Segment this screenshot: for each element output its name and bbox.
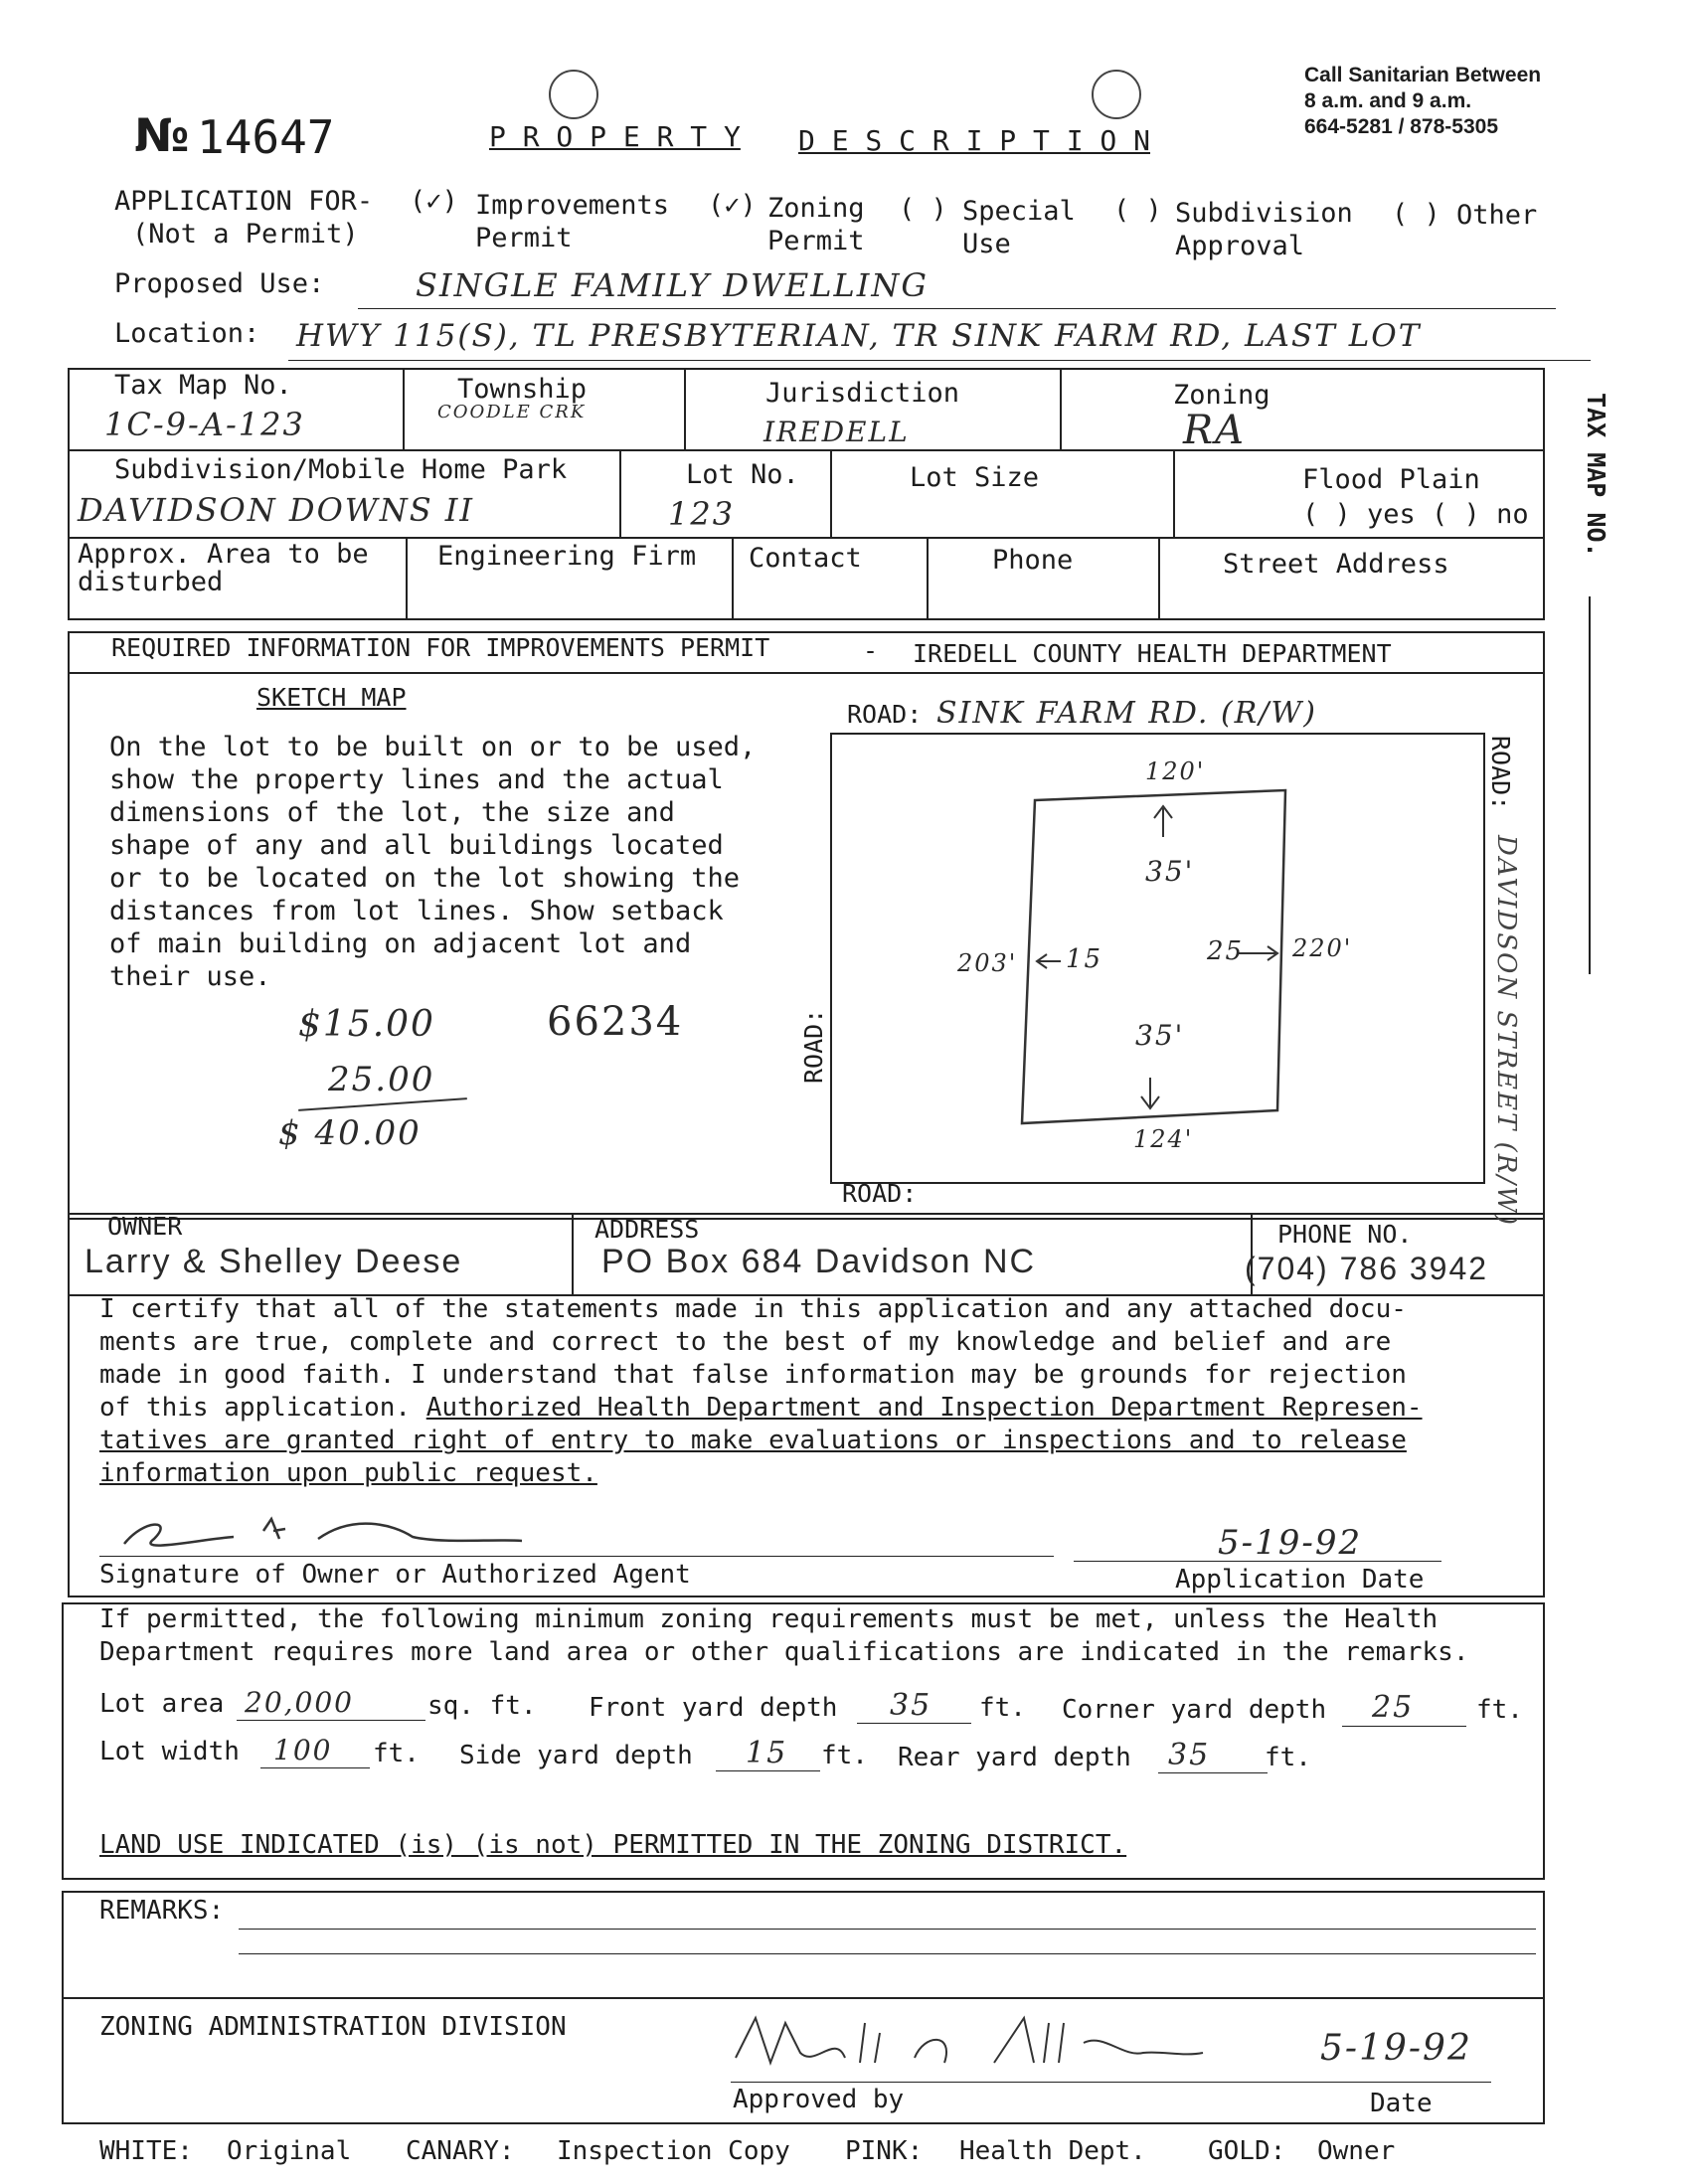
dim-right: 220' [1292, 934, 1353, 962]
sanitarian-line-3: 664-5281 / 878-5305 [1304, 115, 1498, 138]
footer-canary-value: Inspection Copy [557, 2136, 790, 2166]
remarks-line-1[interactable] [239, 1929, 1536, 1930]
certify-line-5: tatives are granted right of entry to make evaluations or inspections and to release [99, 1426, 1407, 1455]
improvements-header: REQUIRED INFORMATION FOR IMPROVEMENTS PERMIT [111, 633, 770, 662]
dim-left: 203' [957, 949, 1018, 977]
option-improvements-label-2: Permit [475, 223, 573, 253]
dim-side-left: 15 [1066, 944, 1103, 974]
corner-yard-unit: ft. [1476, 1695, 1523, 1725]
area-disturbed-label: Approx. Area to be [78, 539, 369, 570]
zoning-value[interactable]: RA [1183, 408, 1247, 453]
township-value[interactable]: COODLE CRK [437, 402, 587, 422]
jurisdiction-label: Jurisdiction [765, 378, 960, 409]
rear-yard-label: Rear yard depth [898, 1743, 1131, 1772]
zoning-label: Zoning [1173, 380, 1270, 411]
improvements-header-dept: IREDELL COUNTY HEALTH DEPARTMENT [913, 639, 1392, 668]
punch-hole-left [549, 70, 598, 119]
approval-date-label: Date [1370, 2089, 1433, 2118]
remarks-section [62, 1891, 1545, 1999]
lot-width-label: Lot width [99, 1737, 240, 1766]
road-top-label: ROAD: [847, 700, 923, 729]
certify-line-2: ments are true, complete and correct to the best of my knowledge and belief and are [99, 1327, 1392, 1357]
certify-line-4-plain: of this application. [99, 1393, 412, 1423]
subdivision-label: Subdivision/Mobile Home Park [114, 454, 568, 485]
fee-1: $15.00 [298, 1004, 435, 1045]
flood-plain-label: Flood Plain [1302, 464, 1480, 495]
proposed-use-line [358, 308, 1556, 309]
dim-bottom: 124' [1133, 1125, 1194, 1153]
option-special-mark[interactable]: ( ) [899, 194, 947, 225]
front-yard-label: Front yard depth [589, 1693, 838, 1723]
rear-yard-unit: ft. [1265, 1743, 1311, 1772]
location-label: Location: [114, 318, 260, 349]
corner-yard-value[interactable]: 25 [1372, 1690, 1415, 1725]
flood-plain-options[interactable]: ( ) yes ( ) no [1302, 499, 1529, 530]
side-yard-label: Side yard depth [459, 1741, 693, 1770]
option-other-mark[interactable]: ( ) [1392, 199, 1440, 230]
certify-line-4-underlined: Authorized Health Department and Inspection Department Represen- [425, 1393, 1423, 1423]
zoning-intro-1: If permitted, the following minimum zoning requirements must be met, unless the Health [99, 1604, 1439, 1634]
location-value[interactable]: HWY 115(S), TL PRESBYTERIAN, TR SINK FARM RD, LAST LOT [296, 318, 1422, 354]
lot-width-unit: ft. [373, 1739, 420, 1768]
phone-label: Phone [992, 545, 1074, 576]
receipt-number: 66234 [547, 999, 684, 1045]
form-number-prefix: № [134, 108, 190, 162]
road-bottom-label: ROAD: [842, 1179, 918, 1208]
option-other-label: Other [1456, 200, 1538, 231]
certify-line-4 [99, 1394, 1423, 1424]
zoning-intro-2: Department requires more land area or other qualifications are indicated in the remarks. [99, 1637, 1469, 1667]
application-date-line [1074, 1561, 1441, 1562]
sketch-instruction-5: or to be located on the lot showing the [109, 863, 740, 894]
approved-by-label: Approved by [733, 2085, 905, 2114]
option-zoning-label-2: Permit [767, 226, 865, 256]
dim-rear-setback: 35' [1135, 1019, 1185, 1052]
land-use-statement: LAND USE INDICATED (is) (is not) PERMITTED IN THE ZONING DISTRICT. [99, 1830, 1127, 1860]
lot-area-unit: sq. ft. [427, 1691, 537, 1721]
engineering-firm-label: Engineering Firm [437, 541, 697, 572]
remarks-label: REMARKS: [99, 1896, 225, 1926]
signature-line [99, 1556, 1054, 1557]
certify-line-6: information upon public request. [99, 1458, 597, 1488]
sketch-instruction-2: show the property lines and the actual [109, 764, 724, 795]
address-label: ADDRESS [594, 1215, 700, 1244]
approval-date-value[interactable]: 5-19-92 [1320, 2028, 1472, 2069]
street-address-label: Street Address [1223, 549, 1449, 580]
township-label: Township [457, 374, 588, 405]
phone-no-value[interactable]: (704) 786 3942 [1245, 1251, 1489, 1286]
rear-yard-value[interactable]: 35 [1168, 1738, 1211, 1772]
sketch-instruction-7: of main building on adjacent lot and [109, 928, 692, 959]
zoning-division-label: ZONING ADMINISTRATION DIVISION [99, 2012, 567, 2042]
sketch-map-title: SKETCH MAP [256, 683, 407, 712]
footer-gold-label: GOLD: [1208, 2136, 1286, 2166]
sanitarian-line-2: 8 a.m. and 9 a.m. [1304, 89, 1472, 112]
sketch-instruction-4: shape of any and all buildings located [109, 830, 724, 861]
sketch-instruction-6: distances from lot lines. Show setback [109, 896, 724, 926]
proposed-use-label: Proposed Use: [114, 268, 325, 299]
front-yard-unit: ft. [979, 1693, 1026, 1723]
address-value[interactable]: PO Box 684 Davidson NC [601, 1243, 1037, 1280]
fee-2: 25.00 [328, 1060, 435, 1099]
sketch-instruction-3: dimensions of the lot, the size and [109, 797, 675, 828]
sanitarian-line-1: Call Sanitarian Between [1304, 64, 1542, 86]
application-date-value[interactable]: 5-19-92 [1218, 1523, 1363, 1563]
improvements-header-dash: - [863, 636, 879, 665]
side-yard-unit: ft. [821, 1741, 868, 1770]
contact-label: Contact [749, 543, 862, 574]
application-label: APPLICATION FOR- [114, 186, 374, 217]
road-right-value[interactable]: DAVIDSON STREET (R/W) [1491, 835, 1521, 1228]
phone-no-label: PHONE NO. [1277, 1220, 1413, 1249]
approval-date-line [1317, 2082, 1491, 2083]
dim-top: 120' [1145, 757, 1206, 785]
option-improvements-label: Improvements [475, 190, 670, 221]
option-improvements-mark[interactable]: (✓) [410, 186, 458, 217]
form-title-description: D E S C R I P T I O N [798, 124, 1151, 157]
jurisdiction-value[interactable]: IREDELL [763, 416, 910, 448]
option-zoning-label: Zoning [767, 193, 865, 224]
option-special-label-2: Use [962, 229, 1011, 259]
certify-line-3: made in good faith. I understand that false information may be grounds for rejection [99, 1360, 1407, 1390]
front-yard-value[interactable]: 35 [890, 1688, 932, 1723]
dim-front-setback: 35' [1145, 855, 1195, 888]
tax-map-label: Tax Map No. [114, 370, 292, 401]
option-subdivision-label-2: Approval [1175, 231, 1305, 261]
fee-total: $ 40.00 [278, 1113, 422, 1153]
punch-hole-right [1092, 70, 1141, 119]
tax-map-value[interactable]: 1C-9-A-123 [104, 406, 305, 443]
owner-label: OWNER [107, 1212, 183, 1241]
location-line [288, 360, 1591, 361]
lot-size-label: Lot Size [910, 462, 1040, 493]
footer-canary-label: CANARY: [406, 2136, 515, 2166]
footer-pink-label: PINK: [845, 2136, 924, 2166]
remarks-line-2[interactable] [239, 1953, 1536, 1954]
signature-label: Signature of Owner or Authorized Agent [99, 1560, 691, 1590]
lot-width-value[interactable]: 100 [273, 1734, 333, 1766]
option-zoning-mark[interactable]: (✓) [708, 190, 757, 221]
road-right-label: ROAD: [1485, 736, 1515, 811]
certify-line-1: I certify that all of the statements made in this application and any attached docu- [99, 1294, 1407, 1324]
proposed-use-value[interactable]: SINGLE FAMILY DWELLING [416, 266, 929, 304]
footer-gold-value: Owner [1317, 2136, 1396, 2166]
footer-pink-value: Health Dept. [959, 2136, 1146, 2166]
owner-signature[interactable] [114, 1509, 532, 1559]
footer-white-label: WHITE: [99, 2136, 193, 2166]
approved-by-line [731, 2082, 1367, 2083]
road-left-label: ROAD: [799, 1008, 828, 1084]
subdivision-value[interactable]: DAVIDSON DOWNS II [78, 491, 475, 529]
footer-white-value: Original [227, 2136, 352, 2166]
lot-sketch [830, 733, 1483, 1182]
side-margin-rule [1589, 596, 1591, 974]
application-sublabel: (Not a Permit) [132, 219, 359, 250]
lot-area-label: Lot area [99, 1689, 225, 1719]
approver-signature[interactable] [726, 2013, 1223, 2083]
form-title-property: P R O P E R T Y [489, 120, 741, 153]
application-date-label: Application Date [1175, 1565, 1425, 1595]
lot-no-value[interactable]: 123 [668, 495, 736, 533]
option-subdivision-mark[interactable]: ( ) [1113, 195, 1162, 226]
road-top-value[interactable]: SINK FARM RD. (R/W) [936, 696, 1317, 731]
tax-map-side-label: TAX MAP NO. [1581, 393, 1610, 558]
option-special-label: Special [962, 196, 1076, 227]
area-disturbed-label-2: disturbed [78, 567, 224, 597]
lot-no-label: Lot No. [686, 459, 799, 490]
sketch-instruction-1: On the lot to be built on or to be used, [109, 732, 757, 762]
corner-yard-label: Corner yard depth [1062, 1695, 1327, 1725]
sketch-instruction-8: their use. [109, 961, 271, 992]
dim-side-right: 25 [1207, 936, 1245, 966]
form-number: 14647 [197, 110, 335, 164]
lot-area-value[interactable]: 20,000 [245, 1686, 354, 1719]
side-yard-value[interactable]: 15 [746, 1736, 788, 1770]
option-subdivision-label: Subdivision [1175, 198, 1353, 229]
owner-value[interactable]: Larry & Shelley Deese [85, 1243, 463, 1280]
